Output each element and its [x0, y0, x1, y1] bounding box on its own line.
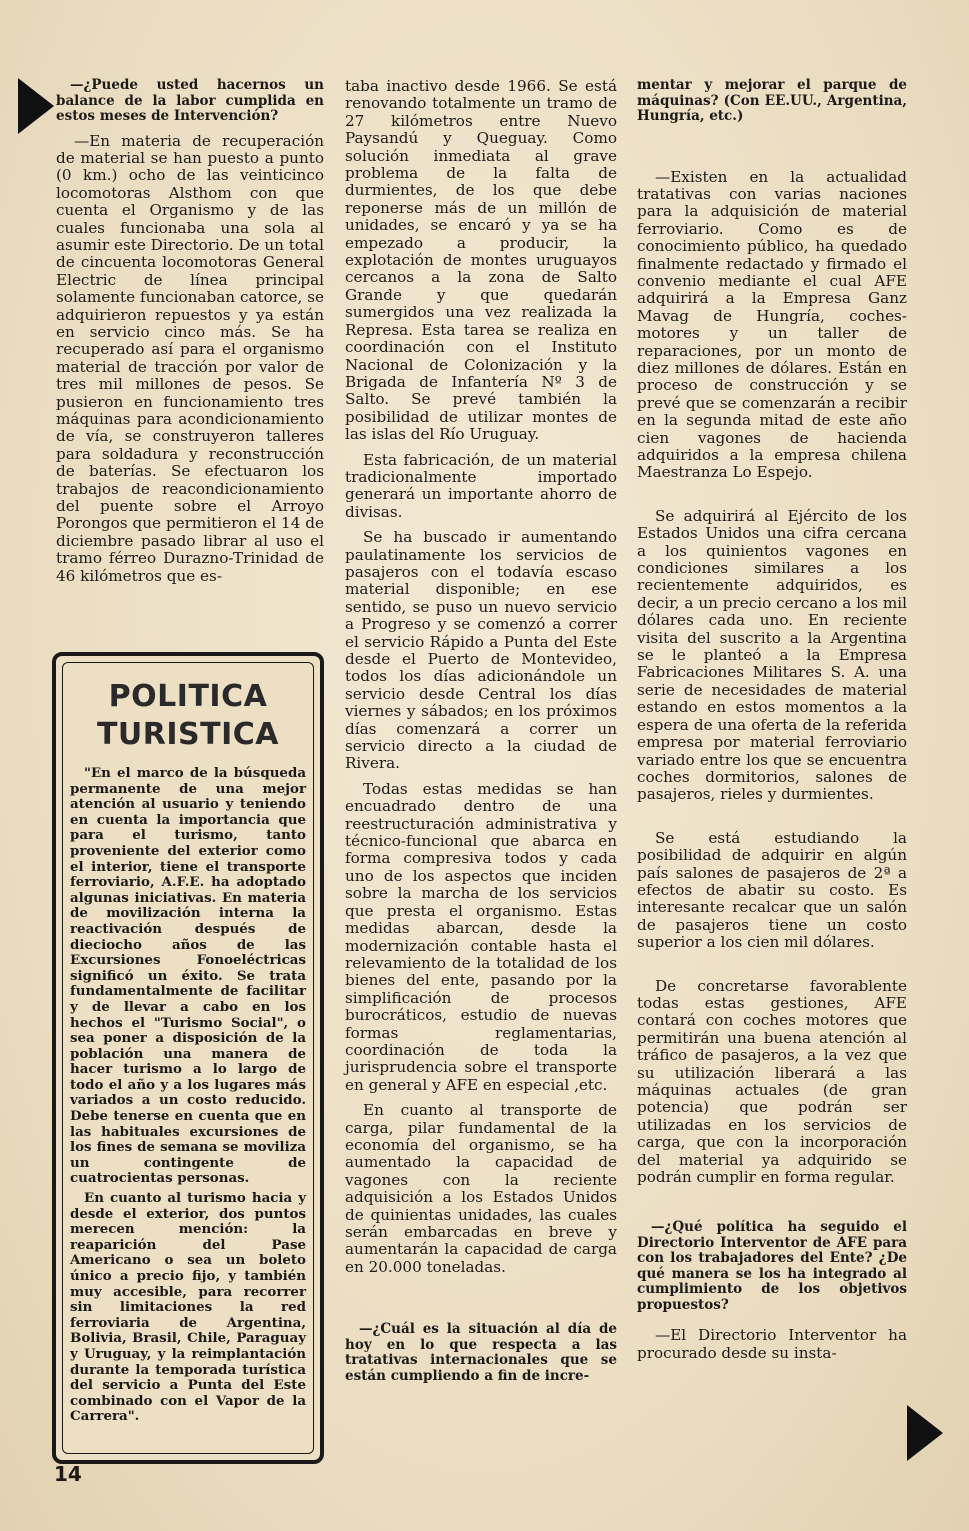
- paragraph: Se está estudiando la posibilidad de adquirir en algún país salones de pasajeros de 2ª a efectos de abatir su costo. Es interesante recalcar que un salón de pasajeros tiene un costo superior a los cien mil dólares.: [637, 828, 907, 952]
- paragraph: Todas estas medidas se han encuadrado dentro de una reestructuración administrativa y técnico-funcional que abarca en forma compresiva todos y cada uno de los aspectos que inciden sobre la marcha de los servicios que presta el organismo. Estas medidas abarcan, desde la modernización contable hasta el relevamiento de la totalidad de los bienes del ente, pasando por la simplificación de procesos burocráticos, estudio de nuevas formas reglamentarias, coordinación de toda la jurisprudencia sobre el transporte en general y AFE en especial ,etc.: [345, 779, 617, 1094]
- paragraph: Se adquirirá al Ejército de los Estados Unidos una cifra cercana a los quinientos vagones en condiciones similares a los recientemente adquiridos, es decir, a un precio cercano a los mil dólares cada uno. En reciente visita del suscrito a la Argentina se le planteó a la Empresa Fabricaciones Militares S. A. una serie de necesidades de material estando en estos momentos a la espera de una oferta de la referida empresa por material ferroviario variado entre los que se encuentra coches dormitorios, salones de pasajeros, rieles y durmientes.: [637, 506, 907, 804]
- interview-question-1: —¿Puede usted hacernos un balance de la labor cumplida en estos meses de Intervención?: [56, 77, 324, 124]
- interview-question-2-end: mentar y mejorar el parque de máquinas? (Con EE.UU., Argentina, Hungría, etc.): [637, 77, 907, 124]
- column-2: [345, 78, 617, 1392]
- paragraph: —El Directorio Interventor ha procurado desde su insta-: [637, 1326, 907, 1362]
- interview-question-3: —¿Qué política ha seguido el Directorio Interventor de AFE para con los trabajadores del Ente? ¿De qué manera se los ha integrado al cumplimiento de los objetivos propuestos?: [637, 1219, 907, 1313]
- arrow-marker-icon: [18, 78, 54, 134]
- interview-question-2: —¿Cuál es la situación al día de hoy en lo que respecta a las tratativas internacionales que se están cumpliendo a fin de incre-: [345, 1321, 617, 1384]
- column-3: [637, 78, 907, 1370]
- box-title: POLITICA TURISTICA: [96, 679, 280, 752]
- paragraph: —Existen en la actualidad tratativas con varias naciones para la adquisición de material ferroviario. Como es de conocimiento público, ha quedado finalmente redactado y firmado el convenio mediante el cual AFE adquirirá a la Empresa Ganz Mavag de Hungría, coches-motores y un taller de reparaciones, por un monto de diez millones de dólares. Están en proceso de construcción y se prevé que se comenzarán a recibir en la segunda mitad de este año cien vagones de hacienda adquiridos a la empresa chilena Maestranza Lo Espejo.: [637, 167, 907, 482]
- box-text: "En el marco de la búsqueda permanente de una mejor atención al usuario y teniendo en cuenta la importancia que para el turismo, tanto proveniente del exterior como el interior, tiene el transporte ferroviario, A.F.E. ha adoptado algunas iniciativas. En materia de movilización interna la reactivación después de dieciocho años de las Excursiones Fonoeléctricas significó un éxito. Se trata fundamentalmente de facilitar y de llevar a cabo en los hechos el "Turismo Social", o sea poner a disposición de la población una manera de hacer turismo a lo largo de todo el año y a los lugares más variados a un costo reducido. Debe tenerse en cuenta que en las habituales excursiones de los fines de semana se moviliza un contingente de cuatrocientas personas. En cuanto al turismo hacia y desde el exterior, dos puntos merecen mención: la reaparición del Pase Americano o sea un boleto único a precio fijo, y también muy accesible, para recorrer sin limitaciones la red ferroviaria de Argentina, Bolivia, Brasil, Chile, Paraguay y Uruguay, y la reimplantación durante la temporada turística del servicio a Punta del Este combinado con el Vapor de la Carrera".: [70, 765, 306, 1425]
- answer-paragraph: —En materia de recuperación de material se han puesto a punto (0 km.) ocho de las veinticinco locomotoras Alsthom con que cuenta el Organismo y de las cuales funcionaba una sola al asumir este Directorio. De un total de cincuenta locomotoras General Electric de línea principal solamente funcionaban catorce, se adquirieron repuestos y ya están en servicio cinco más. Se ha recuperado así para el organismo material de tracción por valor de tres mil millones de pesos. Se pusieron en funcionamiento tres máquinas para acondicionamiento de vía, se construyeron talleres para soldadura y reconstrucción de baterías. Se efectuaron los trabajos de reacondicionamiento del puente sobre el Arroyo Porongos que permitieron el 14 de diciembre pasado librar al uso el tramo férreo Durazno-Trinidad de 46 kilómetros que es-: [56, 131, 325, 585]
- paragraph: taba inactivo desde 1966. Se está renovando totalmente un tramo de 27 kilómetros entre Nuevo Paysandú y Queguay. Como solución inmediata al grave problema de la falta de durmientes, de los que debe reponerse más de un millón de unidades, se encaró y ya se ha empezado a producir, la explotación de montes uruguayos cercanos a la zona de Salto Grande y que quedarán sumergidos una vez realizada la Represa. Esta tarea se realiza en coordinación con el Instituto Nacional de Colonización y la Brigada de Infantería Nº 3 de Salto. Se prevé también la posibilidad de utilizar montes de las islas del Río Uruguay.: [345, 77, 617, 444]
- page-number: 14: [54, 1462, 82, 1486]
- politica-turistica-box: [52, 652, 324, 1464]
- paragraph: De concretarse favorablente todas estas gestiones, AFE contará con coches motores que permitirán una buena atención al tráfico de pasajeros, a la vez que su utilización liberará a las máquinas actuales (de gran potencia) que podrán ser utilizadas en los servicios de carga, que con la incorporación del material ya adquirido se podrán cumplir en forma regular.: [637, 976, 907, 1187]
- paragraph: Se ha buscado ir aumentando paulatinamente los servicios de pasajeros con el todavía escaso material disponible; en ese sentido, se puso un nuevo servicio a Progreso y se comenzó a correr el servicio Rápido a Punta del Este desde el Puerto de Montevideo, todos los días adicionándole un servicio desde Central los días viernes y sábados; en los próximos días comenzará a correr un servicio directo a la ciudad de Rivera.: [345, 528, 617, 773]
- column-1: [56, 78, 324, 593]
- paragraph: En cuanto al transporte de carga, pilar fundamental de la economía del organismo, se ha aumentado la capacidad de vagones con la reciente adquisición a los Estados Unidos de quinientas unidades, las cuales serán embarcadas en breve y aumentarán la capacidad de carga en 20.000 toneladas.: [345, 1101, 617, 1276]
- paragraph: Esta fabricación, de un material tradicionalmente importado generará un importante ahorro de divisas.: [345, 450, 617, 521]
- arrow-marker-icon: [907, 1405, 943, 1461]
